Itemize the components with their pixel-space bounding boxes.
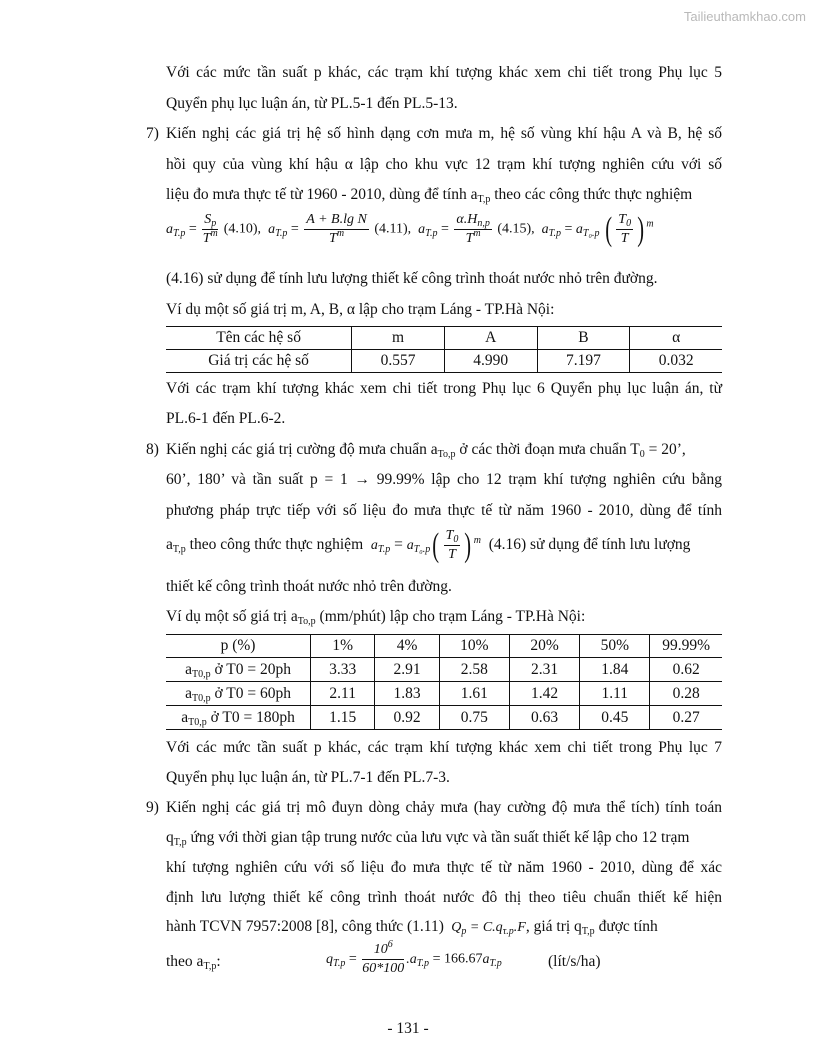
item-9-line-2: $q_{T,p}$ ứng với thời gian tập trung nước của lưu vực và tần suất thiết kế lập cho 12 trạm	[166, 829, 690, 848]
item-9-number: 9)	[146, 799, 159, 816]
table-header: Tên các hệ số	[166, 327, 352, 350]
eq-4-11-label: (4.11),	[374, 221, 412, 237]
watermark: Tailieuthamkhao.com	[683, 9, 806, 24]
table-cell: 0.92	[375, 706, 439, 730]
table-header: 4%	[375, 635, 439, 658]
table-header-row	[166, 327, 722, 350]
table-header: p (%)	[166, 635, 311, 658]
table-header: A	[444, 327, 537, 350]
eq-4-15-label: (4.15),	[497, 221, 535, 237]
table-cell: 0.28	[672, 684, 700, 702]
table-cell: 1.15	[311, 706, 375, 730]
table-cell: 0.557	[352, 350, 445, 373]
table-header: 99.99%	[662, 637, 711, 654]
table-cell: 1.61	[439, 682, 509, 706]
item-8-after-1: Với các mức tần suất p khác, các trạm khí tượng khác xem chi tiết trong Phụ lục 7	[166, 739, 722, 756]
table-cell: 7.197	[537, 350, 630, 373]
item-7-number: 7)	[146, 125, 159, 142]
item-8-line-5: thiết kế công trình thoát nước nhỏ trên đường.	[166, 578, 452, 595]
item-7-after-2: PL.6-1 đến PL.6-2.	[166, 410, 286, 427]
item-8-line-2: 60’, 180’ và tần suất p = 1 → 99.99% lập cho 12 trạm khí tượng nghiên cứu bằng	[166, 471, 722, 488]
item-8-line-4: $a_{T,p}$ theo công thức thực nghiệm $a_{T.p} = a_{T_0.p}$( $\frac{T_0}{T}$ ) $^m$ (4.16) sử dụng để tính lưu lượng	[166, 526, 691, 564]
table-header: B	[537, 327, 630, 350]
table-cell: 3.33	[311, 658, 375, 682]
table-cell: 1.84	[580, 658, 650, 682]
table-cell: 1.42	[509, 682, 579, 706]
intro-line-1: Với các mức tần suất p khác, các trạm khí tượng khác xem chi tiết trong Phụ lục 5	[166, 64, 722, 81]
item-9-line-6: theo $a_{T,p}$: $q_{T.p}$ = $\frac{10^6}{60*100}$ $.a_{T.p} = 166.67a_{T.p}$ (lít/s/ha)	[166, 939, 601, 976]
table-cell: Giá trị các hệ số	[166, 350, 352, 373]
item-7-line-2: hồi quy của vùng khí hậu α lập cho khu vực 12 trạm khí tượng nghiên cứu với số	[166, 156, 722, 173]
item-9-line-5: hành TCVN 7957:2008 [8], công thức (1.11) $Q_p = C.q_{\tau.p}.F$, giá trị $q_{T,p}$ được tính	[166, 918, 658, 937]
item-9-line-1: Kiến nghị các giá trị mô đuyn dòng chảy mưa (hay cường độ mưa thể tích) tính toán	[166, 799, 722, 816]
eq-4-10-label: (4.10),	[223, 221, 262, 237]
table-row	[166, 658, 722, 682]
table-header: 1%	[311, 635, 375, 658]
item-8-number: 8)	[146, 441, 159, 458]
table-header: 50%	[580, 635, 650, 658]
item-9-line-4: định lưu lượng thiết kế công trình thoát nước đô thị theo tiêu chuẩn thiết kế hiện	[166, 889, 722, 906]
item-8-line-1: Kiến nghị các giá trị cường độ mưa chuẩn $a_{To,p}$ ở các thời đoạn mưa chuẩn $T_0 = 20$’,	[166, 441, 686, 460]
table-cell: 2.58	[439, 658, 509, 682]
item-7-line-5: (4.16) sử dụng để tính lưu lượng thiết kế công trình thoát nước nhỏ trên đường.	[166, 270, 658, 287]
table-cell: 1.83	[375, 682, 439, 706]
table-header: 10%	[439, 635, 509, 658]
item-8-line-3: phương pháp trực tiếp với số liệu đo mưa thực tế từ năm 1960 - 2010, dùng để tính	[166, 502, 722, 519]
item-7-after-1: Với các trạm khí tượng khác xem chi tiết trong Phụ lục 6 Quyển phụ lục luận án, từ	[166, 380, 722, 397]
table-cell: 0.75	[439, 706, 509, 730]
table-cell: 0.27	[672, 708, 700, 726]
item-7-line-6: Ví dụ một số giá trị m, A, B, α lập cho trạm Láng - TP.Hà Nội:	[166, 301, 555, 318]
item-9-line-3: khí tượng nghiên cứu với số liệu đo mưa thực tế từ năm 1960 - 2010, dùng để xác	[166, 859, 722, 876]
table-cell: 0.62	[672, 660, 700, 678]
table-cell: 4.990	[444, 350, 537, 373]
row-label: $a_{T0,p}$ ở T0 = 60ph	[166, 682, 311, 706]
table-header: 20%	[509, 635, 579, 658]
item-7-line-1: Kiến nghị các giá trị hệ số hình dạng cơn mưa m, hệ số vùng khí hậu A và B, hệ số	[166, 125, 722, 142]
table-row	[166, 682, 722, 706]
page-number: - 131 -	[387, 1020, 429, 1037]
qtp-formula: $q_{T.p}$ = $\frac{10^6}{60*100}$ $.a_{T.p} = 166.67a_{T.p}$	[326, 939, 502, 976]
table-header-row	[166, 635, 722, 658]
unit-label: (lít/s/ha)	[548, 953, 601, 970]
table-row	[166, 706, 722, 730]
formula-row: $a_{T.p}$ = $\frac{S_p}{T^m}$ (4.10), $a_{T.p}$ = $\frac{\text{A + B.lg N}}{T^m}$ (4.11), $a_{T.p}$ = $\frac{\alpha.H_{n,p}}{T^m}$ (4.15), $a_{T.p} = a_{T_0.p}$ ( $\frac{T_0}{T}$ ) $^m$	[166, 210, 654, 248]
table-cell: 2.91	[375, 658, 439, 682]
coefficients-table	[166, 326, 722, 373]
table-cell: 0.032	[658, 352, 694, 369]
item-7-line-3: liệu đo mưa thực tế từ 1960 - 2010, dùng để tính $a_{T,p}$ theo các công thức thực nghiệm	[166, 186, 693, 205]
row-label: $a_{T0,p}$ ở T0 = 20ph	[166, 658, 311, 682]
table-header: m	[352, 327, 445, 350]
table-cell: 0.45	[580, 706, 650, 730]
table-cell: 0.63	[509, 706, 579, 730]
table-header: α	[672, 329, 681, 346]
table-cell: 2.31	[509, 658, 579, 682]
table-cell: 2.11	[311, 682, 375, 706]
table-row	[166, 350, 722, 373]
rain-intensity-table	[166, 634, 722, 730]
item-8-after-2: Quyển phụ lục luận án, từ PL.7-1 đến PL.7-3.	[166, 769, 450, 786]
table-cell: 1.11	[580, 682, 650, 706]
row-label: $a_{T0,p}$ ở T0 = 180ph	[166, 706, 311, 730]
item-8-line-6: Ví dụ một số giá trị $a_{To,p}$ (mm/phút) lập cho trạm Láng - TP.Hà Nội:	[166, 608, 586, 627]
intro-line-2: Quyển phụ lục luận án, từ PL.5-1 đến PL.5-13.	[166, 95, 458, 112]
